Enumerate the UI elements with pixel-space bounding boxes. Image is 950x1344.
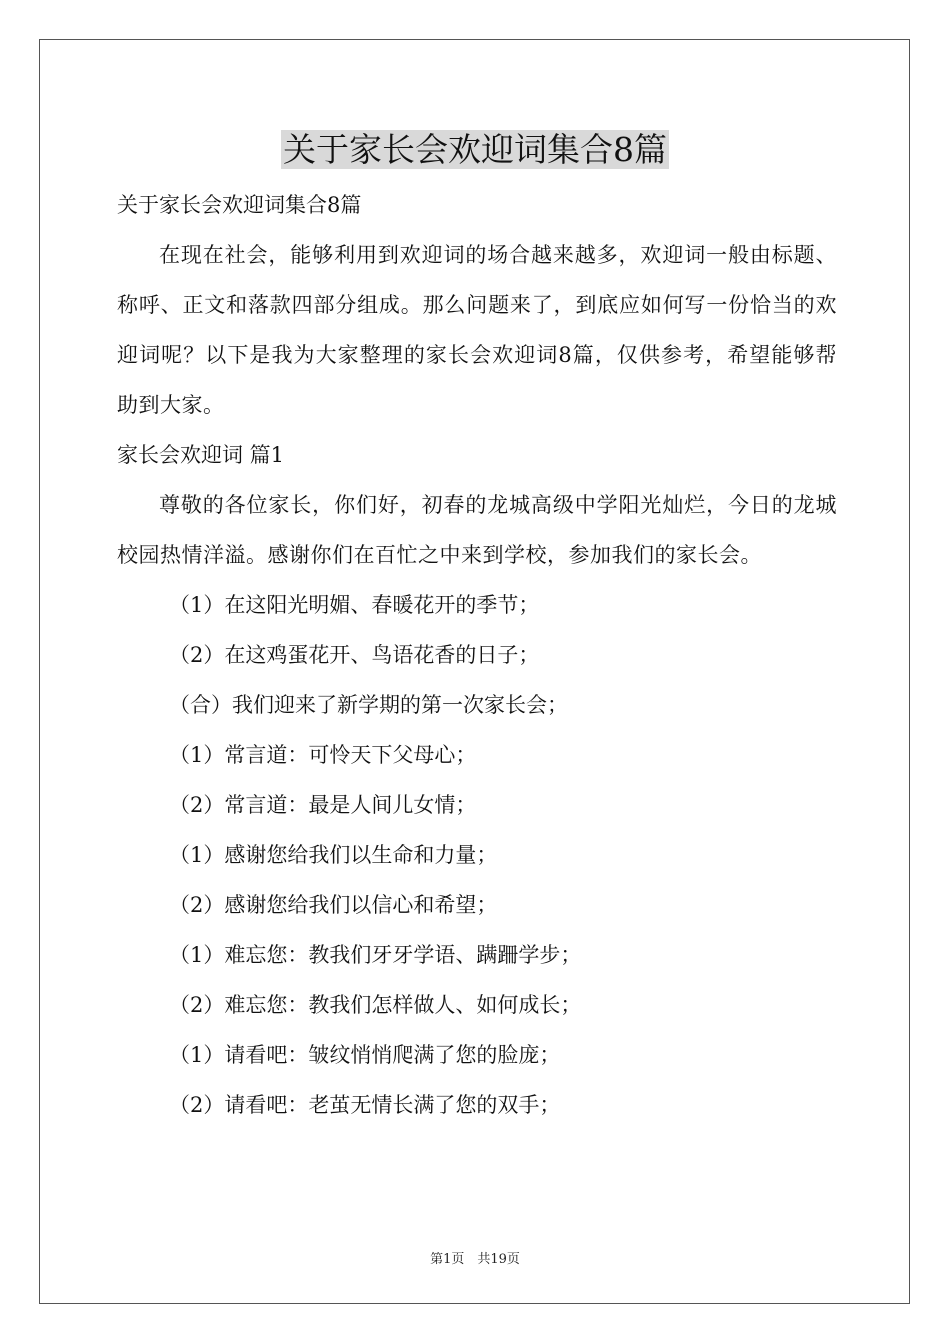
section-paragraph: 尊敬的各位家长，你们好，初春的龙城高级中学阳光灿烂，今日的龙城校园热情洋溢。感谢你们在百忙之中来到学校，参加我们的家长会。	[117, 493, 837, 567]
document-body	[117, 180, 837, 1130]
document-title-text: 关于家长会欢迎词集合8篇	[283, 130, 667, 169]
section-heading: 家长会欢迎词 篇1	[117, 443, 285, 467]
list-item: （1）请看吧：皱纹悄悄爬满了您的脸庞；	[169, 1043, 561, 1067]
list-item: （合）我们迎来了新学期的第一次家长会；	[169, 693, 568, 717]
list-item: （2）难忘您：教我们怎样做人、如何成长；	[169, 993, 582, 1017]
list-item: （2）感谢您给我们以信心和希望；	[169, 893, 498, 917]
list-item: （2）常言道：最是人间儿女情；	[169, 793, 477, 817]
list-item: （1）在这阳光明媚、春暖花开的季节；	[169, 593, 540, 617]
list-item: （2）请看吧：老茧无情长满了您的双手；	[169, 1093, 561, 1117]
intro-paragraph: 在现在社会，能够利用到欢迎词的场合越来越多，欢迎词一般由标题、称呼、正文和落款四部分组成。那么问题来了，到底应如何写一份恰当的欢迎词呢？以下是我为大家整理的家长会欢迎词8篇，仅供参考，希望能够帮助到大家。	[117, 243, 837, 417]
page-footer: 第1页 共19页	[430, 1252, 520, 1267]
document-subtitle: 关于家长会欢迎词集合8篇	[117, 193, 362, 217]
list-item: （1）难忘您：教我们牙牙学语、蹒跚学步；	[169, 943, 582, 967]
list-item: （1）感谢您给我们以生命和力量；	[169, 843, 498, 867]
document-title	[0, 128, 950, 172]
list-item: （2）在这鸡蛋花开、鸟语花香的日子；	[169, 643, 540, 667]
list-item: （1）常言道：可怜天下父母心；	[169, 743, 477, 767]
